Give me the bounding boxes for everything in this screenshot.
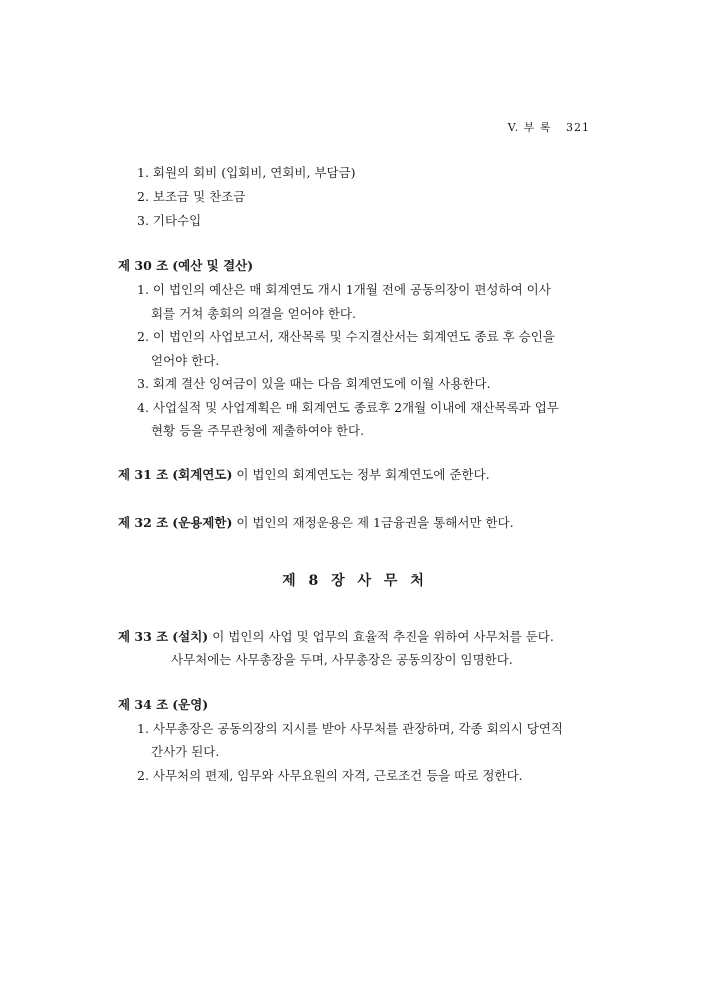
list-item: 1. 사무총장은 공동의장의 지시를 받아 사무처를 관장하며, 각종 회의시 당연직 — [137, 721, 563, 736]
page-number: 321 — [566, 121, 590, 134]
article-number: 제 31 조 — [118, 467, 169, 482]
chapter-title: 제 8 장 사 무 처 — [282, 573, 424, 589]
article-title: (회계연도) — [172, 467, 233, 482]
list-item: 1. 이 법인의 예산은 매 회계연도 개시 1개월 전에 공동의장이 편성하여 이사 — [137, 282, 551, 297]
list-item: 3. 회계 결산 잉여금이 있을 때는 다음 회계연도에 이월 사용한다. — [137, 376, 491, 391]
article-33 — [118, 629, 554, 645]
page-header — [508, 120, 590, 136]
list-item: 2. 사무처의 편제, 임무와 사무요원의 자격, 근로조건 등을 따로 정한다. — [137, 768, 523, 783]
article-number: 제 30 조 — [118, 258, 169, 273]
article-number: 제 32 조 — [118, 515, 169, 530]
list-item: 3. 기타수입 — [137, 213, 202, 228]
list-item: 1. 회원의 회비 (입회비, 연회비, 부담금) — [137, 165, 356, 180]
list-item-continuation: 얻어야 한다. — [151, 353, 220, 368]
article-title: (예산 및 결산) — [172, 258, 254, 273]
article-text: 이 법인의 회계연도는 정부 회계연도에 준한다. — [236, 467, 490, 482]
article-text: 이 법인의 재정운용은 제 1금융권을 통해서만 한다. — [236, 515, 514, 530]
article-30-heading — [118, 258, 253, 274]
list-item-continuation: 간사가 된다. — [151, 744, 220, 759]
article-text: 이 법인의 사업 및 업무의 효율적 추진을 위하여 사무처를 둔다. — [212, 629, 554, 644]
article-text-continuation: 사무처에는 사무총장을 두며, 사무총장은 공동의장이 임명한다. — [171, 652, 513, 667]
section-label: V. 부 록 — [507, 121, 552, 134]
article-title: (운용제한) — [172, 515, 233, 530]
article-34-heading — [118, 697, 208, 713]
list-item-continuation: 현황 등을 주무관청에 제출하여야 한다. — [151, 423, 365, 438]
list-item-continuation: 회를 거쳐 총회의 의결을 얻어야 한다. — [151, 306, 356, 321]
list-item: 4. 사업실적 및 사업계획은 매 회계연도 종료후 2개월 이내에 재산목록과 업무 — [137, 400, 559, 415]
article-number: 제 34 조 — [118, 697, 169, 712]
list-item: 2. 이 법인의 사업보고서, 재산목록 및 수지결산서는 회계연도 종료 후 승인을 — [137, 329, 555, 344]
article-32 — [118, 515, 514, 531]
article-number: 제 33 조 — [118, 629, 169, 644]
article-title: (설치) — [172, 629, 209, 644]
article-title: (운영) — [172, 697, 209, 712]
article-31 — [118, 467, 490, 483]
list-item: 2. 보조금 및 찬조금 — [137, 189, 246, 204]
